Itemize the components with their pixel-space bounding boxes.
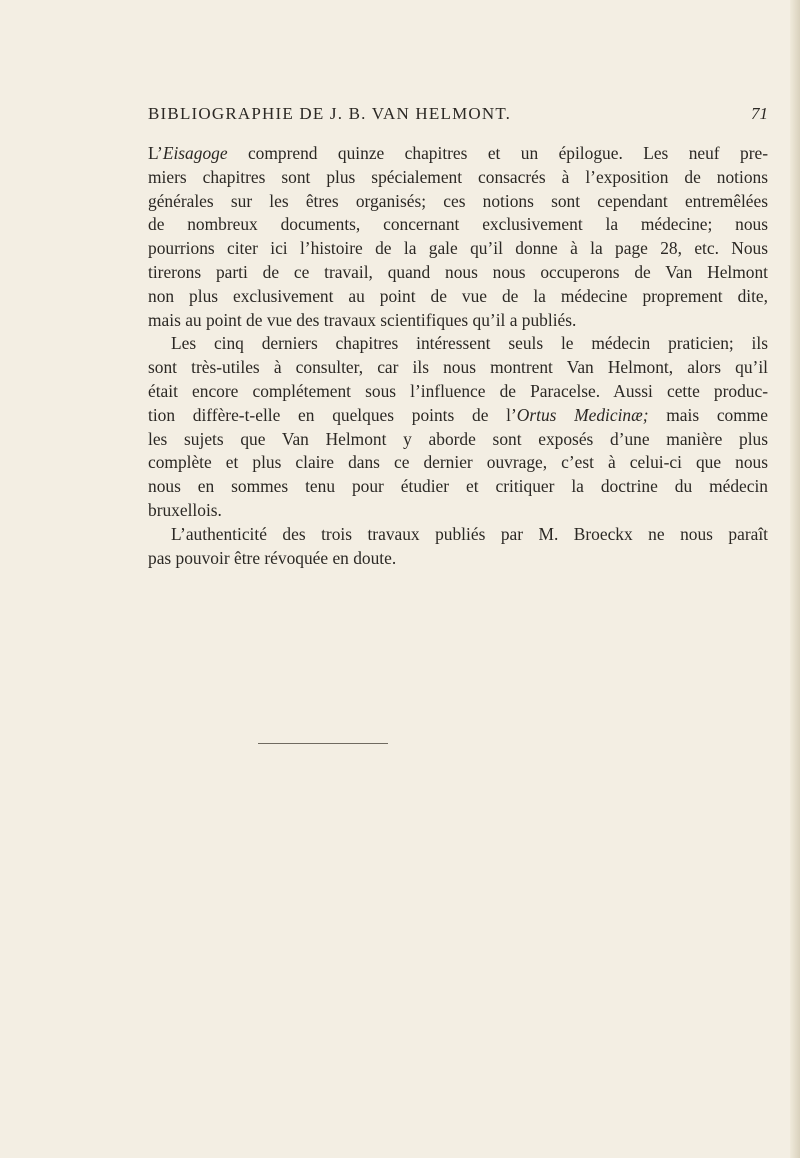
header-title: BIBLIOGRAPHIE DE J. B. VAN HELMONT.: [148, 104, 512, 123]
running-header: [148, 104, 768, 132]
page-edge: [790, 0, 800, 1158]
text-line: tirerons parti de ce travail, quand nous nous occuperons de Van Helmont: [148, 261, 768, 282]
text-line: les sujets que Van Helmont y aborde sont exposés d’une manière plus: [148, 428, 768, 449]
text-line: nous en sommes tenu pour étudier et critiquer la doctrine du médecin: [148, 476, 768, 497]
text-line: L’Eisagoge comprend quinze chapitres et un épilogue. Les neuf pre-: [148, 143, 768, 163]
section-divider: [258, 743, 388, 744]
text-line: bruxellois.: [148, 499, 222, 520]
text-line: complète et plus claire dans ce dernier ouvrage, c’est à celui-ci que nous: [148, 452, 768, 473]
italic-title-ortus: Ortus Medicinæ;: [516, 404, 649, 425]
text-line: Les cinq derniers chapitres intéressent seuls le médecin praticien; ils: [171, 333, 768, 354]
text-line: L’authenticité des trois travaux publiés par M. Broeckx ne nous paraît: [171, 523, 768, 544]
text-line: pas pouvoir être révoquée en doute.: [148, 547, 397, 568]
text-line: sont très-utiles à consulter, car ils nous montrent Van Helmont, alors qu’il: [148, 357, 768, 378]
text-line: mais au point de vue des travaux scientifiques qu’il a publiés.: [148, 309, 577, 330]
text-line: miers chapitres sont plus spécialement consacrés à l’exposition de notions: [148, 166, 768, 187]
page-number: 71: [751, 104, 768, 123]
text-line: était encore complétement sous l’influence de Paracelse. Aussi cette produc-: [148, 380, 768, 401]
text-line: non plus exclusivement au point de vue de la médecine proprement dite,: [148, 285, 768, 306]
text-line: de nombreux documents, concernant exclusivement la médecine; nous: [148, 214, 768, 235]
text-line: pourrions citer ici l’histoire de la gale qu’il donne à la page 28, etc. Nous: [148, 238, 768, 259]
text-line: tion diffère-t-elle en quelques points de l’Ortus Medicinæ; mais comme: [148, 404, 769, 425]
text-line: générales sur les êtres organisés; ces notions sont cependant entremêlées: [148, 190, 768, 211]
body-text: [148, 142, 768, 570]
italic-title-eisagoge: Eisagoge: [162, 143, 228, 163]
